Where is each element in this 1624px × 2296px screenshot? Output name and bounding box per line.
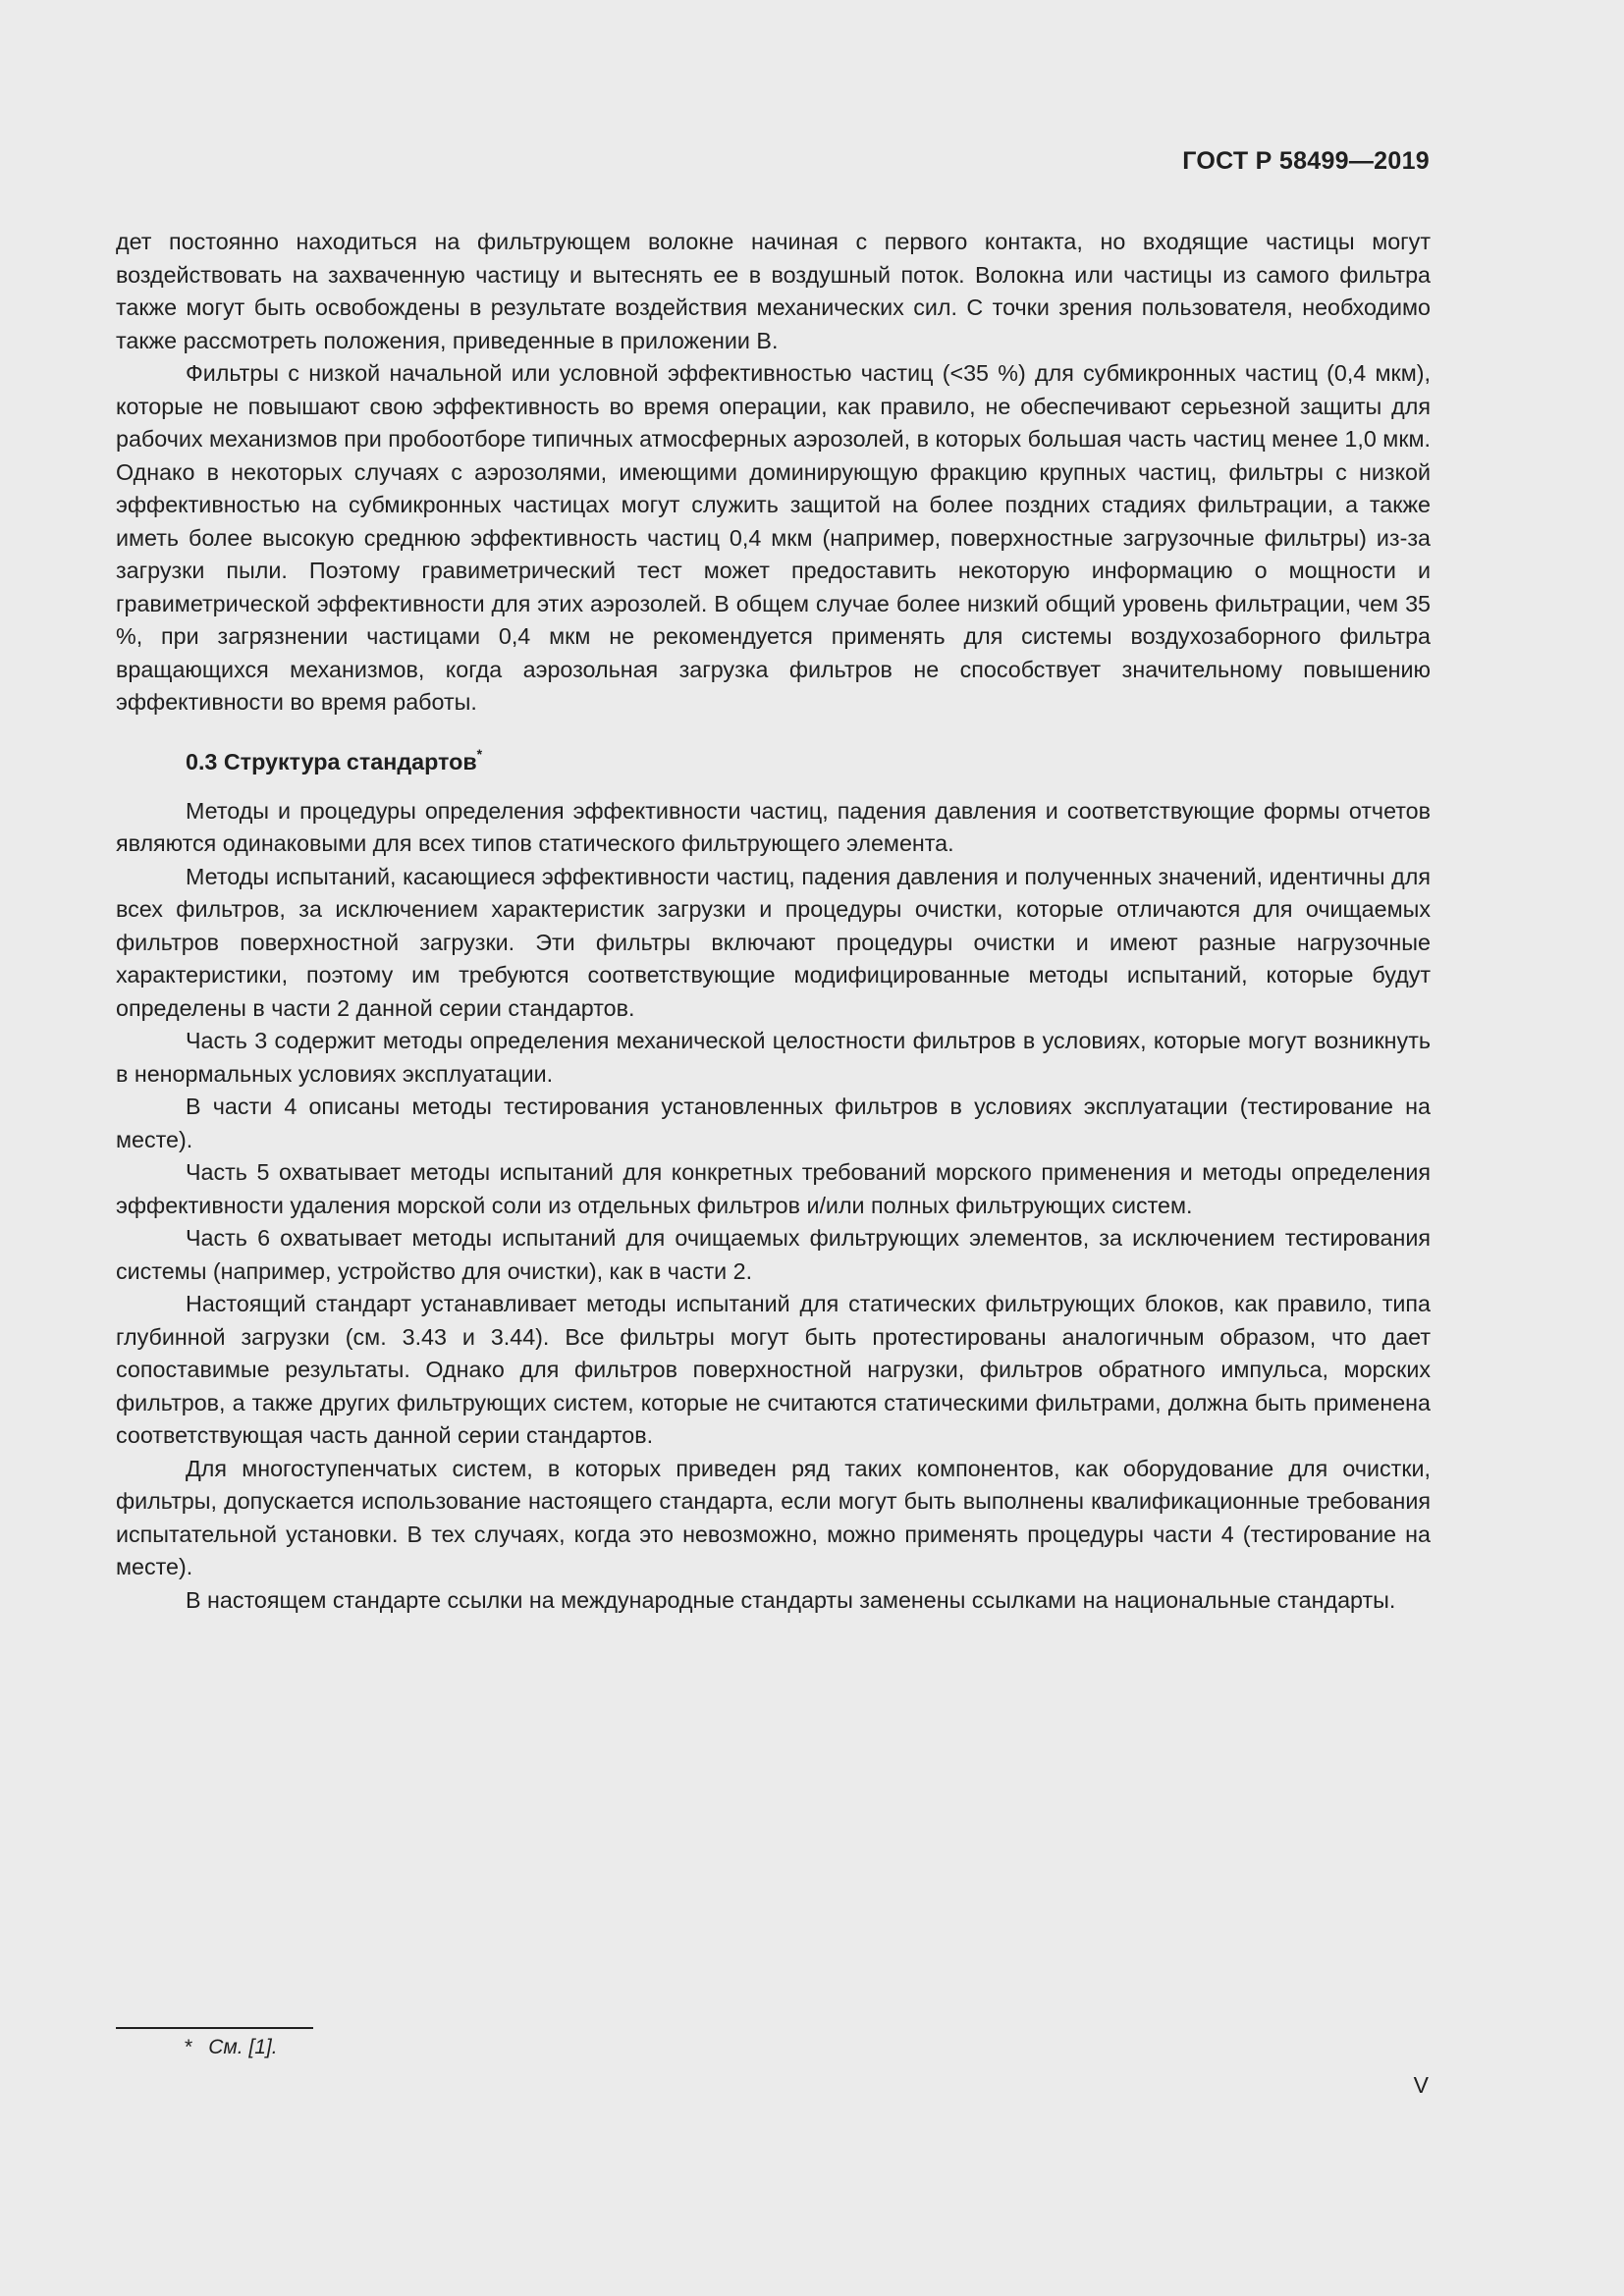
body-text <box>116 226 1431 1617</box>
paragraph: Для многоступенчатых систем, в которых приведен ряд таких компонентов, как оборудование для очистки, фильтры, допускается использование настоящего стандарта, если могут быть выполнены квалификационные требования испытательной установки. В тех случаях, когда это невозможно, можно применять процедуры части 4 (тестирование на месте). <box>116 1455 1431 1580</box>
paragraph: Методы испытаний, касающиеся эффективности частиц, падения давления и полученных значений, идентичны для всех фильтров, за исключением характеристик загрузки и процедуры очистки, которые отличаются для очищаемых фильтров поверхностной загрузки. Эти фильтры включают процедуры очистки и имеют разные нагрузочные характеристики, поэтому им требуются соответствующие модифицированные методы испытаний, которые будут определены в части 2 данной серии стандартов. <box>116 863 1431 1021</box>
paragraph: В настоящем стандарте ссылки на международные стандарты заменены ссылками на национальные стандарты. <box>186 1586 1396 1613</box>
section-heading-text: 0.3 Структура стандартов <box>186 748 477 774</box>
paragraph: Фильтры с низкой начальной или условной эффективностью частиц (<35 %) для субмикронных частиц (0,4 мкм), которые не повышают свою эффективность во время операции, как правило, не обеспечивают серьезной защиты для рабочих механизмов при пробоотборе типичных атмосферных аэрозолей, в которых большая часть частиц менее 1,0 мкм. Однако в некоторых случаях с аэрозолями, имеющими доминирующую фракцию крупных частиц, фильтры с низкой эффективностью на субмикронных частицах могут служить защитой на более поздних стадиях фильтрации, а также иметь более высокую среднюю эффективность частиц 0,4 мкм (например, поверхностные загрузочные фильтры) из-за загрузки пыли. Поэтому гравиметрический тест может предоставить некоторую информацию о мощности и гравиметрической эффективности для этих аэрозолей. В общем случае более низкий общий уровень фильтрации, чем 35 %, при загрязнении частицами 0,4 мкм не рекомендуется применять для системы воздухозаборного фильтра вращающихся механизмов, когда аэрозольная загрузка фильтров не способствует значительному повышению эффективности во время работы. <box>116 360 1431 715</box>
footnote <box>185 2033 278 2062</box>
paragraph: Часть 5 охватывает методы испытаний для конкретных требований морского применения и методы определения эффективности удаления морской соли из отдельных фильтров и/или полных фильтрующих систем. <box>116 1159 1431 1218</box>
paragraph: дет постоянно находиться на фильтрующем волокне начиная с первого контакта, но входящие частицы могут воздействовать на захваченную частицу и вытеснять ее в воздушный поток. Волокна или частицы из самого фильтра также могут быть освобождены в результате воздействия механических сил. С точки зрения пользователя, необходимо также рассмотреть положения, приведенные в приложении В. <box>116 229 1431 353</box>
footnote-text: См. [1]. <box>208 2036 278 2058</box>
paragraph: В части 4 описаны методы тестирования установленных фильтров в условиях эксплуатации (тестирование на месте). <box>116 1094 1431 1152</box>
paragraph: Часть 6 охватывает методы испытаний для очищаемых фильтрующих элементов, за исключением тестирования системы (например, устройство для очистки), как в части 2. <box>116 1225 1431 1284</box>
document-code: ГОСТ Р 58499—2019 <box>1182 147 1430 175</box>
footnote-mark: * <box>185 2036 193 2058</box>
paragraph: Настоящий стандарт устанавливает методы испытаний для статических фильтрующих блоков, как правило, типа глубинной загрузки (см. 3.43 и 3.44). Все фильтры могут быть протестированы аналогичным образом, что дает сопоставимые результаты. Однако для фильтров поверхностной нагрузки, фильтров обратного импульса, морских фильтров, а также других фильтрующих систем, которые не считаются статическими фильтрами, должна быть применена соответствующая часть данной серии стандартов. <box>116 1291 1431 1449</box>
paragraph: Часть 3 содержит методы определения механической целостности фильтров в условиях, которые могут возникнуть в ненормальных условиях эксплуатации. <box>116 1028 1431 1087</box>
footnote-divider <box>116 2027 313 2029</box>
paragraph: Методы и процедуры определения эффективности частиц, падения давления и соответствующие формы отчетов являются одинаковыми для всех типов статического фильтрующего элемента. <box>116 797 1431 857</box>
page-number: V <box>1413 2072 1429 2098</box>
footnote-mark: * <box>476 745 483 762</box>
section-heading <box>116 740 1431 778</box>
